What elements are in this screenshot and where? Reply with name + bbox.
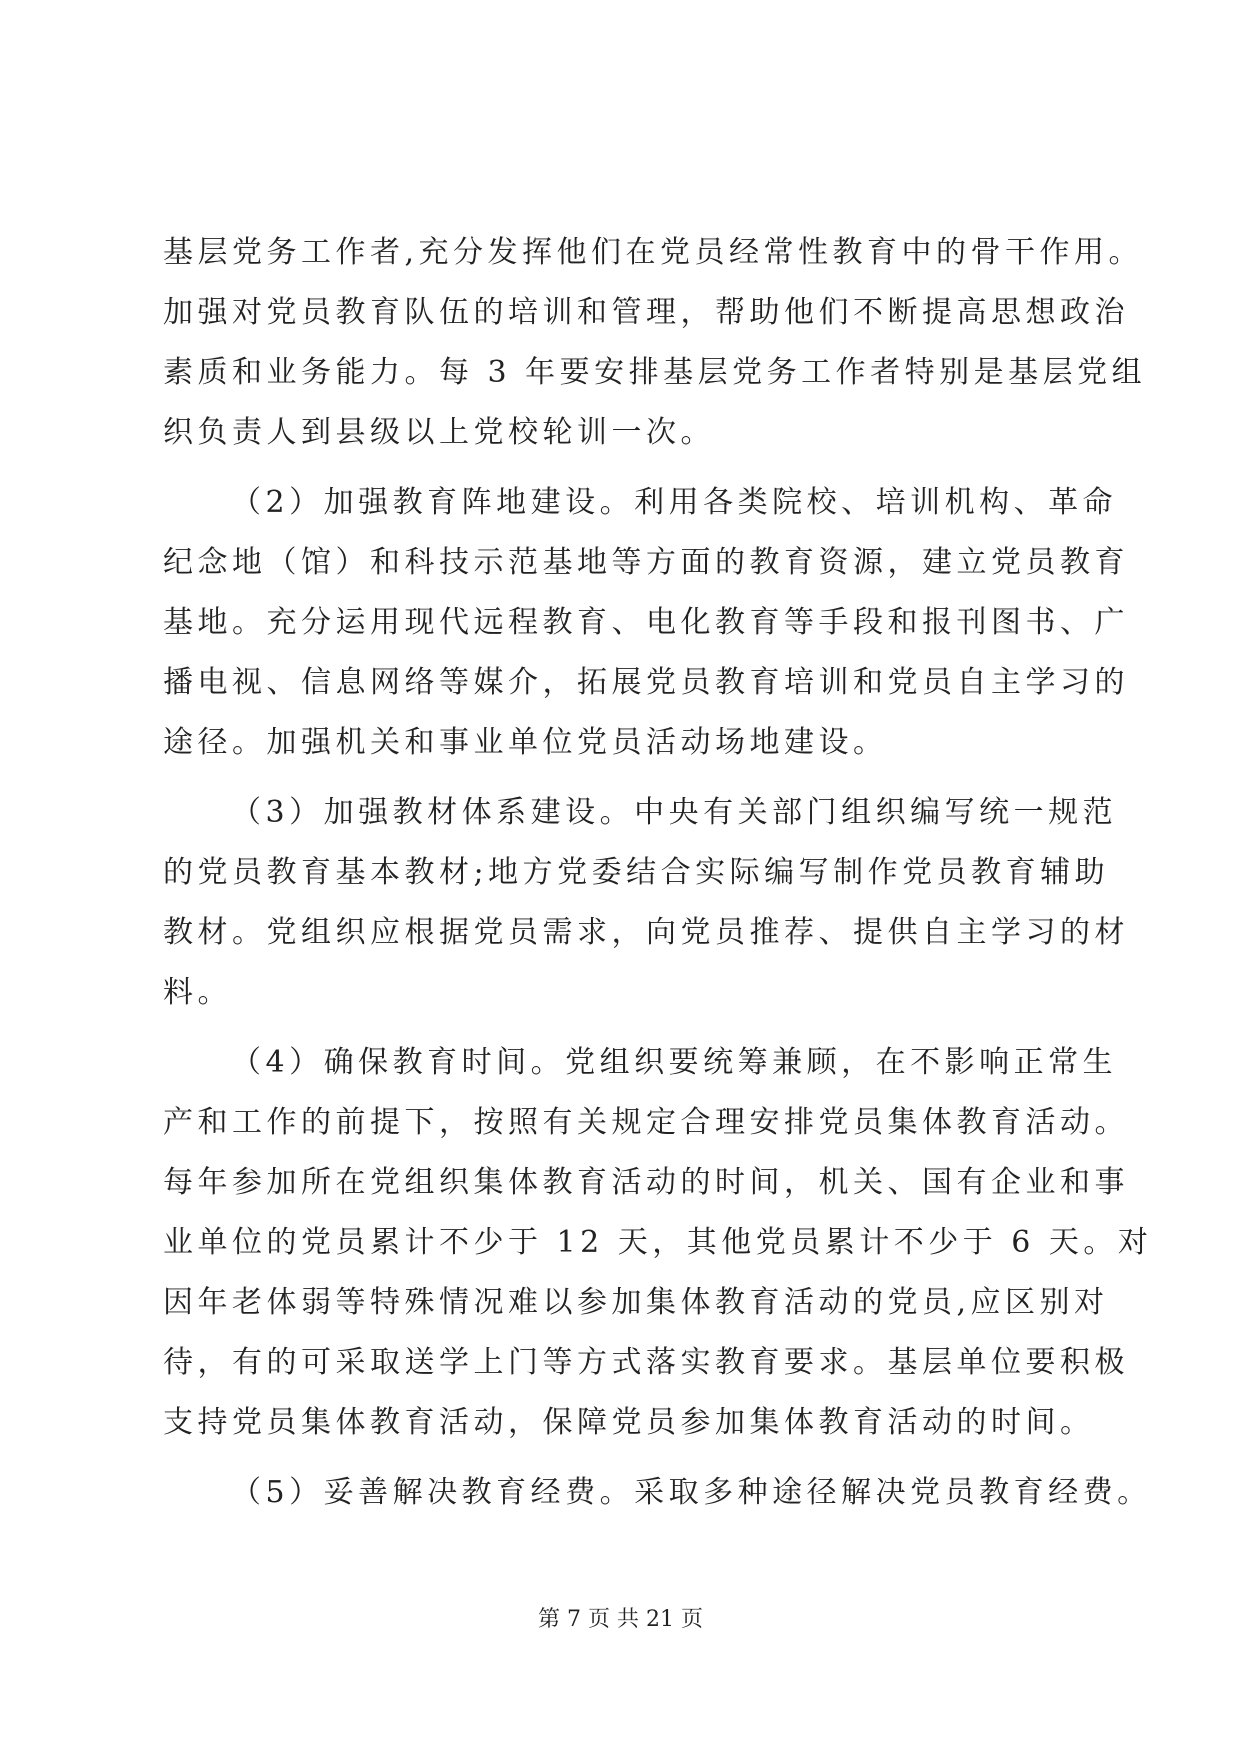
body-text-line: 途径。加强机关和事业单位党员活动场地建设。	[163, 725, 888, 760]
body-text-line: 业单位的党员累计不少于 12 天，其他党员累计不少于 6 天。对	[163, 1225, 1153, 1260]
body-text-line: 教材。党组织应根据党员需求，向党员推荐、提供自主学习的材	[163, 915, 1129, 950]
body-text-line: 基层党务工作者,充分发挥他们在党员经常性教育中的骨干作用。	[163, 235, 1144, 270]
body-text-line: 待，有的可采取送学上门等方式落实教育要求。基层单位要积极	[163, 1345, 1129, 1380]
body-text-line: 支持党员集体教育活动，保障党员参加集体教育活动的时间。	[163, 1405, 1095, 1440]
paragraph-heading-4: （4）确保教育时间。党组织要统筹兼顾，在不影响正常生	[231, 1045, 1118, 1080]
paragraph-heading-2: （2）加强教育阵地建设。利用各类院校、培训机构、革命	[231, 485, 1118, 520]
body-text-line: 料。	[163, 975, 232, 1010]
body-text-line: 加强对党员教育队伍的培训和管理，帮助他们不断提高思想政治	[163, 295, 1129, 330]
body-text-line: 产和工作的前提下，按照有关规定合理安排党员集体教育活动。	[163, 1105, 1129, 1140]
body-text-line: 织负责人到县级以上党校轮训一次。	[163, 415, 715, 450]
body-text-line: 因年老体弱等特殊情况难以参加集体教育活动的党员,应区别对	[163, 1285, 1109, 1320]
body-text-line: 基地。充分运用现代远程教育、电化教育等手段和报刊图书、广	[163, 605, 1129, 640]
body-text-line: 每年参加所在党组织集体教育活动的时间，机关、国有企业和事	[163, 1165, 1129, 1200]
body-text-line: 的党员教育基本教材;地方党委结合实际编写制作党员教育辅助	[163, 855, 1110, 890]
body-text-line: 纪念地（馆）和科技示范基地等方面的教育资源，建立党员教育	[163, 545, 1129, 580]
paragraph-heading-5: （5）妥善解决教育经费。采取多种途径解决党员教育经费。	[231, 1475, 1152, 1510]
body-text-line: 播电视、信息网络等媒介，拓展党员教育培训和党员自主学习的	[163, 665, 1129, 700]
page-number-footer: 第 7 页 共 21 页	[538, 1607, 703, 1632]
body-text-line: 素质和业务能力。每 3 年要安排基层党务工作者特别是基层党组	[163, 355, 1147, 390]
paragraph-heading-3: （3）加强教材体系建设。中央有关部门组织编写统一规范	[231, 795, 1118, 830]
